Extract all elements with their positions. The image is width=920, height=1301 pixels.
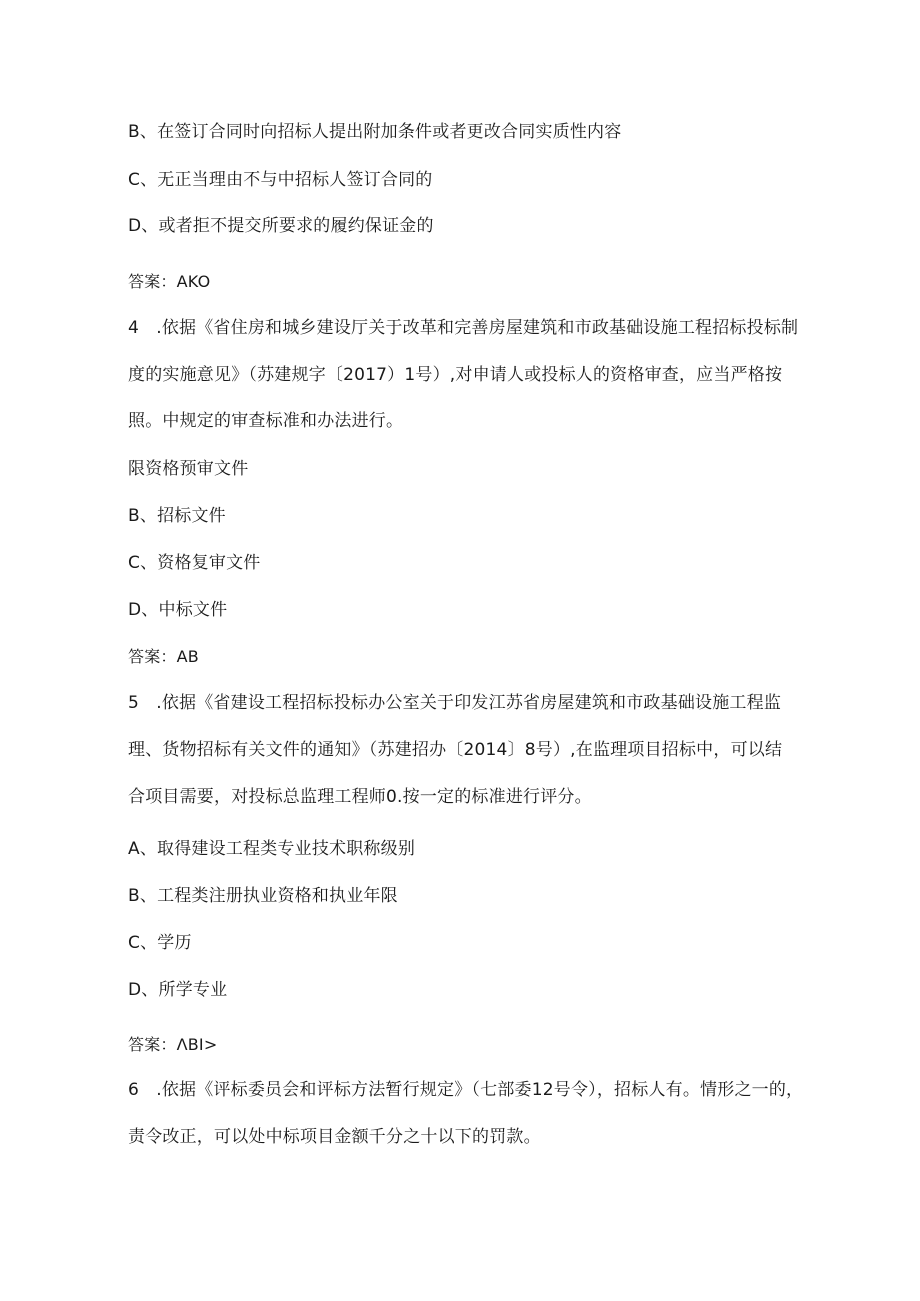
q4-option-c: C、资格复审文件 xyxy=(128,553,261,573)
q4-stem-line-3: 照。中规定的审查标准和办法进行。 xyxy=(128,411,404,431)
q6-stem-line-2: 责令改正，可以处中标项目金额千分之十以下的罚款。 xyxy=(128,1127,541,1147)
q4-stem-line-2: 度的实施意见》（苏建规字〔2017）1号）,对申请人或投标人的资格审查，应当严格按 xyxy=(128,365,783,385)
q5-stem-line-1: 5 .依据《省建设工程招标投标办公室关于印发江苏省房屋建筑和市政基础设施工程监 xyxy=(128,693,782,713)
q5-option-a: A、取得建设工程类专业技术职称级别 xyxy=(128,839,416,859)
q5-option-c: C、学历 xyxy=(128,933,192,953)
q4-option-a: 限资格预审文件 xyxy=(128,459,249,479)
q4-option-d: D、中标文件 xyxy=(128,600,228,620)
q3-option-c: C、无正当理由不与中招标人签订合同的 xyxy=(128,170,433,190)
q4-stem-line-1: 4 .依据《省住房和城乡建设厅关于改革和完善房屋建筑和市政基础设施工程招标投标制 xyxy=(128,318,799,338)
q3-answer: 答案：AKO xyxy=(128,272,211,291)
q5-stem-line-3: 合项目需要，对投标总监理工程师0.按一定的标准进行评分。 xyxy=(128,787,592,807)
q3-option-d: D、或者拒不提交所要求的履约保证金的 xyxy=(128,216,434,236)
q5-option-b: B、工程类注册执业资格和执业年限 xyxy=(128,886,398,906)
q5-answer: 答案：ΛBI> xyxy=(128,1035,218,1054)
q6-stem-line-1: 6 .依据《评标委员会和评标方法暂行规定》（七部委12号令），招标人有。情形之一的， xyxy=(128,1080,804,1100)
q5-option-d: D、所学专业 xyxy=(128,980,228,1000)
q4-option-b: B、招标文件 xyxy=(128,506,226,526)
q5-stem-line-2: 理、货物招标有关文件的通知》（苏建招办〔2014〕8号）,在监理项目招标中，可以结 xyxy=(128,740,783,760)
q3-option-b: B、在签订合同时向招标人提出附加条件或者更改合同实质性内容 xyxy=(128,122,622,142)
q4-answer: 答案：AB xyxy=(128,647,199,666)
